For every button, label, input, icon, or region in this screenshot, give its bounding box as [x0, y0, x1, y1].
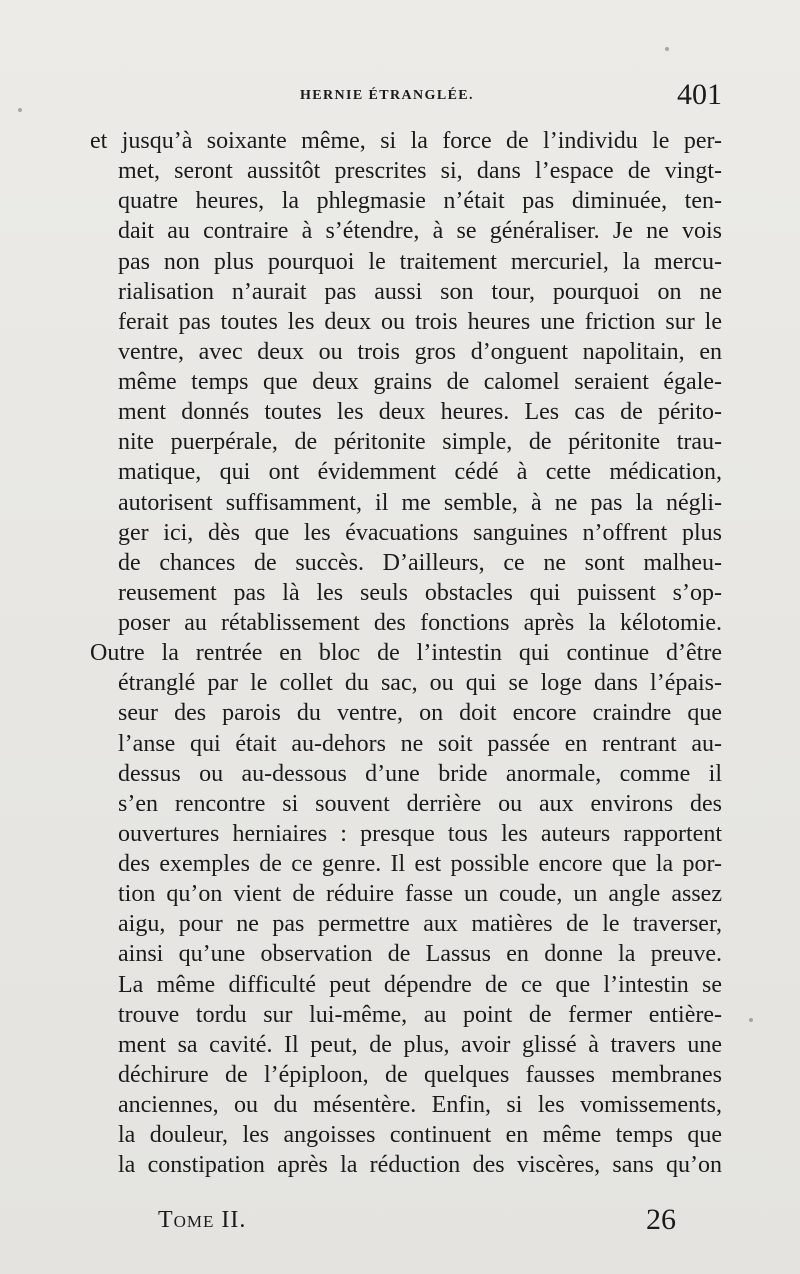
text-line: Outre la rentrée en bloc de l’intestin qui continue d’être	[90, 640, 722, 667]
paper-speck	[665, 47, 669, 51]
text-line: même temps que deux grains de calomel seraient égale-	[118, 369, 722, 395]
text-line: poser au rétablissement des fonctions après la kélotomie.	[118, 610, 722, 636]
text-line: rialisation n’aurait pas aussi son tour, pourquoi on ne	[118, 278, 722, 305]
text-line: autorisent suffisamment, il me semble, à ne pas la négli-	[118, 489, 722, 516]
text-line: ment donnés toutes les deux heures. Les cas de périto-	[118, 399, 722, 426]
text-line: pas non plus pourquoi le traitement mercuriel, la mercu-	[118, 248, 722, 275]
text-line: tion qu’on vient de réduire fasse un coude, un angle assez	[118, 881, 722, 908]
text-line: ainsi qu’une observation de Lassus en donne la preuve.	[118, 941, 722, 968]
paper-speck	[749, 1018, 753, 1022]
text-line: ment sa cavité. Il peut, de plus, avoir glissé à travers une	[118, 1031, 722, 1058]
text-line: met, seront aussitôt prescrites si, dans l’espace de vingt-	[118, 158, 722, 185]
gathering-number: 26	[646, 1203, 676, 1236]
text-line: trouve tordu sur lui-même, au point de fermer entière-	[118, 1001, 722, 1028]
text-line: seur des parois du ventre, on doit encore craindre que	[118, 700, 722, 727]
running-title: HERNIE ÉTRANGLÉE.	[300, 88, 474, 103]
signature-mark: Tome II.	[158, 1207, 247, 1233]
page-number: 401	[677, 78, 722, 111]
text-line: des exemples de ce genre. Il est possible encore que la por-	[118, 851, 722, 877]
text-line: quatre heures, la phlegmasie n’était pas diminuée, ten-	[118, 188, 722, 215]
text-line: dessus ou au-dessous d’une bride anormale, comme il	[118, 760, 722, 787]
body-text	[90, 126, 722, 1180]
text-line: déchirure de l’épiploon, de quelques fausses membranes	[118, 1061, 722, 1088]
text-line: ferait pas toutes les deux ou trois heures une friction sur le	[118, 308, 722, 335]
text-line: reusement pas là les seuls obstacles qui puissent s’op-	[118, 579, 722, 606]
text-line: anciennes, ou du mésentère. Enfin, si les vomissements,	[118, 1092, 722, 1118]
text-line: ouvertures herniaires : presque tous les auteurs rapportent	[118, 820, 722, 847]
text-line: la douleur, les angoisses continuent en même temps que	[118, 1122, 722, 1149]
text-line: de chances de succès. D’ailleurs, ce ne sont malheu-	[118, 549, 722, 576]
text-line: et jusqu’à soixante même, si la force de l’individu le per-	[90, 128, 722, 154]
text-line: la constipation après la réduction des viscères, sans qu’on	[118, 1152, 722, 1179]
text-line: étranglé par le collet du sac, ou qui se loge dans l’épais-	[118, 670, 722, 697]
text-line: La même difficulté peut dépendre de ce que l’intestin se	[118, 971, 722, 998]
text-line: aigu, pour ne pas permettre aux matières de le traverser,	[118, 911, 722, 938]
text-line: ventre, avec deux ou trois gros d’onguent napolitain, en	[118, 338, 722, 365]
text-line: ger ici, dès que les évacuations sanguines n’offrent plus	[118, 519, 722, 546]
text-line: l’anse qui était au-dehors ne soit passée en rentrant au-	[118, 730, 722, 757]
paper-speck	[18, 108, 22, 112]
text-line: matique, qui ont évidemment cédé à cette médication,	[118, 459, 722, 486]
text-line: dait au contraire à s’étendre, à se généraliser. Je ne vois	[118, 218, 722, 245]
text-line: nite puerpérale, de péritonite simple, de péritonite trau-	[118, 429, 722, 456]
text-line: s’en rencontre si souvent derrière ou aux environs des	[118, 790, 722, 817]
